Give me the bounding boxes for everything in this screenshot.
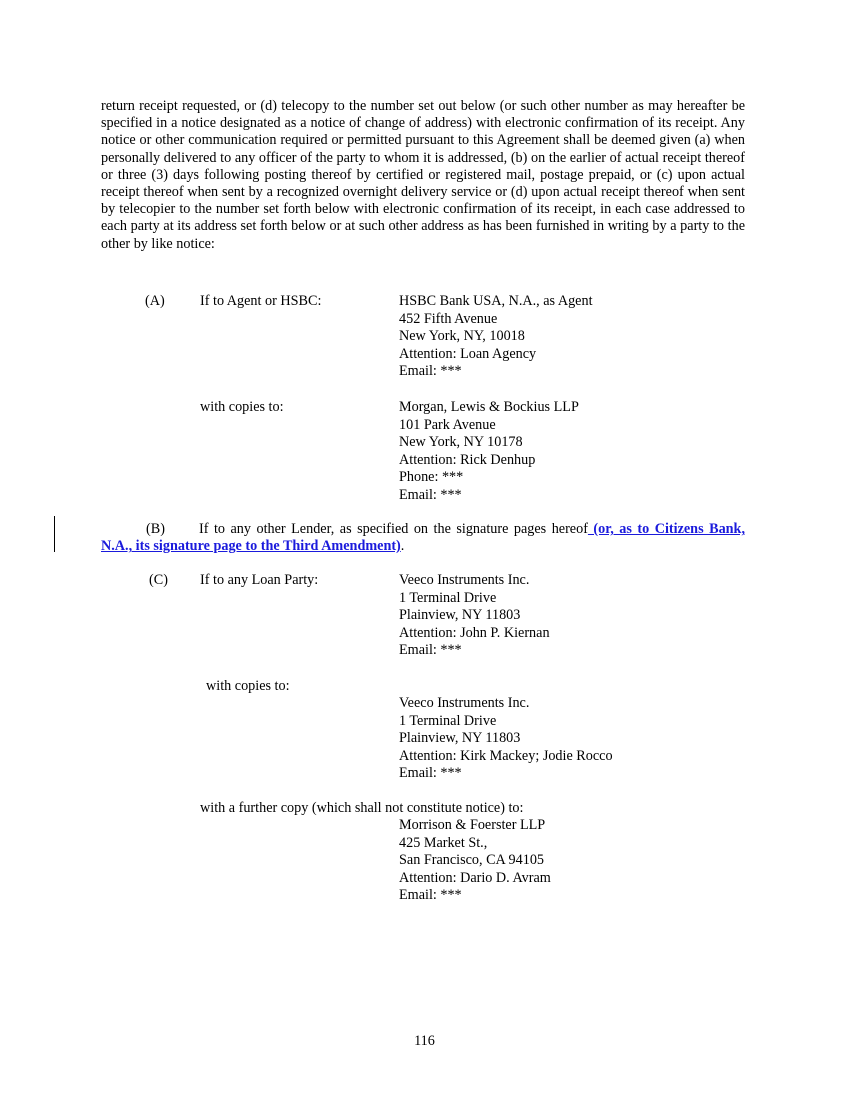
address-line: 1 Terminal Drive — [399, 589, 497, 606]
section-b-paragraph — [101, 521, 745, 555]
address-line: 452 Fifth Avenue — [399, 310, 498, 327]
address-line: HSBC Bank USA, N.A., as Agent — [399, 293, 593, 309]
section-b-marker: (B) — [146, 521, 165, 537]
address-line: Email: *** — [399, 887, 462, 903]
address-line: Plainview, NY 11803 — [399, 730, 521, 746]
section-b-inserted-text: (or, as to Citizens Bank, N.A., its signature page to the Third Amendment) — [101, 521, 745, 555]
section-c-address — [399, 572, 550, 660]
section-c-copies-label: with copies to: — [206, 678, 290, 694]
section-c-copies-address — [399, 695, 613, 783]
address-line: Veeco Instruments Inc. — [399, 695, 530, 711]
address-line: Phone: *** — [399, 469, 464, 485]
address-line: Attention: Loan Agency — [399, 345, 537, 362]
address-line: 101 Park Avenue — [399, 416, 496, 433]
section-a-label: If to Agent or HSBC: — [200, 293, 322, 309]
section-a-copies-label: with copies to: — [200, 399, 284, 415]
address-line: Attention: Kirk Mackey; Jodie Rocco — [399, 747, 613, 764]
address-line: San Francisco, CA 94105 — [399, 852, 545, 868]
section-b-text: If to any other Lender, as specified on the signature pages hereof — [199, 521, 588, 537]
page-number: 116 — [414, 1033, 435, 1049]
address-line: New York, NY 10178 — [399, 434, 523, 450]
section-c-marker: (C) — [149, 572, 168, 588]
address-line: 1 Terminal Drive — [399, 712, 497, 729]
intro-paragraph: return receipt requested, or (d) telecopy to the number set out below (or such other number as may hereafter be specified in a notice designated as a notice of change of address) with electronic confirmation of its receipt. Any notice or other communication required or permitted pursuant to this Agreement shall be deemed given (a) when personally delivered to any officer of the party to whom it is addressed, (b) on the earlier of actual receipt thereof or three (3) days following posting thereof by certified or registered mail, postage prepaid, or (c) upon actual receipt thereof when sent by a recognized overnight delivery service or (d) upon actual receipt thereof when sent by telecopier to the number set forth below with electronic confirmation of its receipt, in each case addressed to each party at its address set forth below or at such other address as has been furnished in writing by a party to the other by like notice: — [101, 98, 745, 252]
section-a-copies-address — [399, 399, 579, 504]
section-a-marker: (A) — [145, 293, 165, 309]
address-line: Attention: John P. Kiernan — [399, 624, 550, 641]
address-line: Morrison & Foerster LLP — [399, 817, 546, 833]
address-line: Veeco Instruments Inc. — [399, 572, 530, 588]
section-a-address — [399, 293, 593, 381]
address-line: Morgan, Lewis & Bockius LLP — [399, 399, 579, 415]
section-c-further-label: with a further copy (which shall not constitute notice) to: — [200, 800, 524, 816]
address-line: Attention: Dario D. Avram — [399, 869, 551, 886]
section-b-end: . — [400, 538, 405, 555]
section-c-further-address — [399, 817, 551, 905]
section-c-label: If to any Loan Party: — [200, 572, 319, 588]
address-line: Email: *** — [399, 486, 462, 503]
address-line: New York, NY, 10018 — [399, 328, 525, 344]
address-line: 425 Market St., — [399, 834, 488, 851]
address-line: Email: *** — [399, 642, 462, 658]
revision-change-bar — [54, 516, 55, 552]
address-line: Attention: Rick Denhup — [399, 451, 536, 468]
address-line: Email: *** — [399, 765, 462, 781]
address-line: Plainview, NY 11803 — [399, 607, 521, 623]
address-line: Email: *** — [399, 363, 462, 379]
